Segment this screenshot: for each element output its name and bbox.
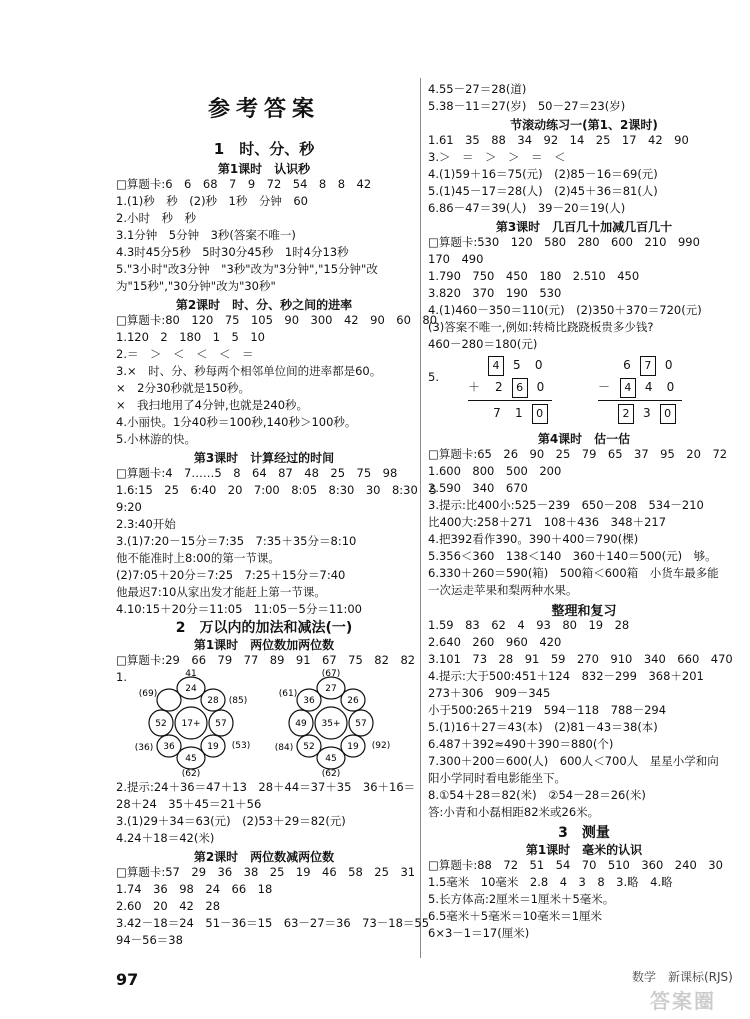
- answer-line: 小于500:265＋219 594－118 788－294: [428, 703, 667, 717]
- outer-value: (62): [181, 769, 201, 778]
- digit: 4: [644, 380, 653, 394]
- petal-value: 57: [355, 719, 367, 729]
- answer-line: 170 490: [428, 252, 484, 266]
- lesson-heading: 第4课时 估一估: [537, 432, 631, 446]
- sum-line: [598, 400, 682, 401]
- answer-line: 3.101 73 28 91 59 270 910 340 660 470: [428, 652, 733, 666]
- answer-line: 为"15秒","30分钟"改为"30秒": [116, 279, 276, 293]
- answer-line: × 2分30秒就是150秒。: [116, 381, 251, 395]
- left-column: [116, 0, 438, 1019]
- calc-card: □算题卡:530 120 580 280 600 210 990: [428, 235, 700, 249]
- answer-line: 5."3小时"改3分钟 "3秒"改为"3分钟","15分钟"改: [116, 262, 378, 276]
- answer-line: 5.(1)45－17＝28(人) (2)45＋36＝81(人): [428, 184, 658, 198]
- petal-value: 52: [303, 742, 315, 752]
- flower-diagram-1: [126, 668, 256, 778]
- petal-value: 57: [215, 719, 227, 729]
- flower-center: 35+: [321, 719, 341, 729]
- petal-value: 49: [295, 719, 307, 729]
- outer-value: (36): [134, 743, 154, 753]
- petal-value: 19: [347, 742, 359, 752]
- answer-line: 6.86－47＝39(人) 39－20＝19(人): [428, 201, 626, 215]
- answer-line: 3.提示:比400小:525－239 650－208 534－210: [428, 498, 704, 512]
- petal-value: 19: [207, 742, 219, 752]
- answer-line: 1.59 83 62 4 93 80 19 28: [428, 618, 630, 632]
- calc-card: □算题卡:80 120 75 105 90 300 42 90 60 80: [116, 313, 438, 327]
- digit: 2: [495, 380, 503, 394]
- answer-line: 1.790 750 450 180 2.510 450: [428, 269, 640, 283]
- answer-line: 1.: [116, 670, 127, 684]
- digit: 6: [623, 358, 631, 372]
- answer-line: 3.(1)29＋34＝63(元) (2)53＋29＝82(元): [116, 814, 346, 828]
- answer-line: 5.长方体高:2厘米＝1厘米＋5毫米。: [428, 892, 615, 906]
- answer-line: 一次运走苹果和梨两种水果。: [428, 583, 578, 597]
- answer-line: 1.600 800 500 200: [428, 464, 562, 478]
- lesson-heading: 第3课时 计算经过的时间: [193, 451, 335, 465]
- answer-line: 4.3时45分5秒 5时30分45秒 1时4分13秒: [116, 245, 349, 259]
- answer-line: 3.＞ ＝ ＞ ＞ ＝ ＜: [428, 150, 566, 164]
- digit: 0: [536, 380, 545, 394]
- lesson-heading: 第1课时 两位数加两位数: [193, 638, 335, 652]
- calc-card: □算题卡:6 6 68 7 9 72 54 8 8 42: [116, 177, 372, 191]
- lesson-heading: 第2课时 时、分、秒之间的进率: [175, 298, 353, 312]
- lesson-heading: 节滚动练习一(第1、2课时): [510, 118, 658, 132]
- answer-line: 2.小时 秒 秒: [116, 211, 196, 225]
- answer-line: 2.提示:24＋36＝47＋13 28＋44＝37＋35 36＋16＝: [116, 780, 416, 794]
- petal-value: 28: [207, 696, 219, 706]
- lesson-heading: 第1课时 认识秒: [217, 162, 311, 176]
- lesson-heading: 第1课时 毫米的认识: [525, 843, 643, 857]
- answer-line: 阳小学同时看电影能坐下。: [428, 771, 566, 785]
- answer-line: 4.小丽快。1分40秒＝100秒,140秒＞100秒。: [116, 415, 357, 429]
- answer-line: 1.120 2 180 1 5 10: [116, 330, 265, 344]
- outer-value: (61): [278, 689, 298, 699]
- outer-value: (92): [371, 741, 391, 751]
- outer-value: (85): [228, 696, 248, 706]
- answer-line: 28＋24 35＋45＝21＋56: [116, 797, 262, 811]
- answer-line: 5.小林游的快。: [116, 432, 196, 446]
- outer-value: (67): [321, 669, 341, 679]
- watermark: 答案圈: [650, 989, 716, 1013]
- calc-card: □算题卡:57 29 36 38 25 19 46 58 25 31: [116, 865, 416, 879]
- answer-line: 6.330＋260＝590(箱) 500箱＜600箱 小货车最多能: [428, 566, 719, 580]
- petal-value: 52: [155, 719, 167, 729]
- column-divider: [420, 78, 421, 958]
- calc-card: □算题卡:29 66 79 77 89 91 67 75 82 82: [116, 653, 416, 667]
- answer-line: 6×3－1＝17(厘米): [428, 926, 530, 940]
- operator: －: [598, 380, 611, 394]
- answer-line: (2)7:05＋20分＝7:25 7:25＋15分＝7:40: [116, 568, 346, 582]
- answer-line: 1.74 36 98 24 66 18: [116, 882, 273, 896]
- series-label: 数学 新课标(RJS): [632, 970, 733, 984]
- item-label: 5.: [428, 370, 439, 384]
- answer-line: 他不能准时上8:00的第一节课。: [116, 551, 280, 565]
- answer-line: 273＋306 909－345: [428, 686, 551, 700]
- petal-value: 45: [185, 754, 197, 764]
- answer-line: 1.5毫米 10毫米 2.8 4 3 8 3.略 4.略: [428, 875, 673, 889]
- lesson-heading: 第2课时 两位数减两位数: [193, 850, 335, 864]
- answer-line: 4.(1)460－350＝110(元) (2)350＋370＝720(元): [428, 303, 702, 317]
- digit-box: 6: [512, 378, 528, 398]
- answer-line: 7.300＋200＝600(人) 600人＜700人 星星小学和向: [428, 754, 719, 768]
- calc-card: □算题卡:4 7……5 8 64 87 48 25 75 98: [116, 466, 398, 480]
- answer-line: 1.6:15 25 6:40 20 7:00 8:05 8:30 30 8:30 5: [116, 483, 437, 497]
- vertical-calculation: [428, 356, 740, 428]
- answer-line: 比400大:258＋271 108＋436 348＋217: [428, 515, 667, 529]
- flower-diagram-2: [266, 668, 396, 778]
- answer-line: 3.(1)7:20－15分＝7:35 7:35＋35分＝8:10: [116, 534, 357, 548]
- digit-box: 0: [660, 404, 676, 424]
- digit: 5: [513, 358, 521, 372]
- digit: 0: [666, 380, 675, 394]
- petal-value: 26: [347, 696, 359, 706]
- answer-line: 2.590 340 670: [428, 481, 528, 495]
- answer-line: 5.(1)16＋27＝43(本) (2)81－43＝38(本): [428, 720, 658, 734]
- digit-box: 7: [640, 356, 656, 376]
- digit-box: 4: [620, 378, 636, 398]
- petal-value: 24: [185, 684, 197, 694]
- answer-line: 1.61 35 88 34 92 14 25 17 42 90: [428, 133, 689, 147]
- digit-box: 2: [618, 404, 634, 424]
- answer-line: 8.①54＋28＝82(米) ②54－28＝26(米): [428, 788, 646, 802]
- answer-line: 他最迟7:10从家出发才能赶上第一节课。: [116, 585, 326, 599]
- answer-line: 3.820 370 190 530: [428, 286, 562, 300]
- right-column: [428, 0, 740, 1019]
- answer-line: 2.3:40开始: [116, 517, 176, 531]
- answer-line: 1.(1)秒 秒 (2)秒 1秒 分钟 60: [116, 194, 309, 208]
- answer-line: × 我扫地用了4分钟,也就是240秒。: [116, 398, 309, 412]
- answer-line: 2.60 20 42 28: [116, 899, 221, 913]
- answer-line: 6.487＋392≈490＋390＝880(个): [428, 737, 614, 751]
- outer-value: (62): [321, 769, 341, 778]
- petal-value: 36: [303, 696, 315, 706]
- digit-box: 0: [532, 404, 548, 424]
- petal-value: 45: [325, 754, 337, 764]
- digit-box: 4: [488, 356, 504, 376]
- answer-line: (3)答案不唯一,例如:转椅比跷跷板贵多少钱?: [428, 320, 654, 334]
- answer-line: 5.38－11＝27(岁) 50－27＝23(岁): [428, 99, 626, 113]
- answer-line: 9:20: [116, 500, 142, 514]
- answer-line: 6.5毫米＋5毫米＝10毫米＝1厘米: [428, 909, 603, 923]
- answer-line: 2.＝ ＞ ＜ ＜ ＜ ＝: [116, 347, 254, 361]
- page-title: 参考答案: [207, 97, 320, 122]
- sum-line: [468, 400, 552, 401]
- answer-line: 4.24＋18＝42(米): [116, 831, 215, 845]
- digit: 0: [534, 358, 543, 372]
- digit: 1: [515, 406, 523, 420]
- digit: 3: [643, 406, 651, 420]
- page-number: 97: [116, 970, 139, 989]
- answer-line: 4.提示:大于500:451＋124 832－299 368＋201: [428, 669, 704, 683]
- digit: 7: [493, 406, 501, 420]
- calc-card: □算题卡:65 26 90 25 79 65 37 95 20 72: [428, 447, 728, 461]
- unit-2-heading: 2 万以内的加法和减法(一): [175, 620, 353, 636]
- outer-value: (53): [231, 741, 251, 751]
- calc-card: □算题卡:88 72 51 54 70 510 360 240 30: [428, 858, 723, 872]
- outer-value: (84): [274, 743, 294, 753]
- answer-line: 460－280＝180(元): [428, 337, 538, 351]
- answer-line: 4.55－27＝28(道): [428, 82, 527, 96]
- digit: 0: [664, 358, 673, 372]
- review-heading: 整理和复习: [551, 604, 617, 619]
- petal-value: 27: [325, 684, 337, 694]
- answer-line: 2.640 260 960 420: [428, 635, 562, 649]
- answer-line: 94－56＝38: [116, 933, 183, 947]
- answer-line: 答:小青和小磊相距82米或26米。: [428, 805, 600, 819]
- unit-1-heading: 1 时、分、秒: [213, 140, 315, 158]
- operator: ＋: [468, 380, 481, 394]
- answer-line: 3.42－18＝24 51－36＝15 63－27＝36 73－18＝55: [116, 916, 430, 930]
- outer-value: (69): [138, 689, 158, 699]
- answer-line: 4.把392看作390。390＋400＝790(棵): [428, 532, 639, 546]
- petal-outer: 41: [185, 669, 197, 679]
- answer-line: 4.10:15＋20分＝11:05 11:05－5分＝11:00: [116, 602, 362, 616]
- answer-line: 4.(1)59＋16＝75(元) (2)85－16＝69(元): [428, 167, 658, 181]
- lesson-heading: 第3课时 几百几十加减几百几十: [495, 220, 673, 234]
- answer-line: 5.356＜360 138＜140 360＋140＝500(元) 够。: [428, 549, 717, 563]
- flower-center: 17+: [181, 719, 201, 729]
- answer-line: 3.× 时、分、秒每两个相邻单位间的进率都是60。: [116, 364, 382, 378]
- unit-3-heading: 3 测量: [558, 825, 610, 841]
- answer-line: 3.1分钟 5分钟 3秒(答案不唯一): [116, 228, 296, 242]
- petal-value: 36: [163, 742, 175, 752]
